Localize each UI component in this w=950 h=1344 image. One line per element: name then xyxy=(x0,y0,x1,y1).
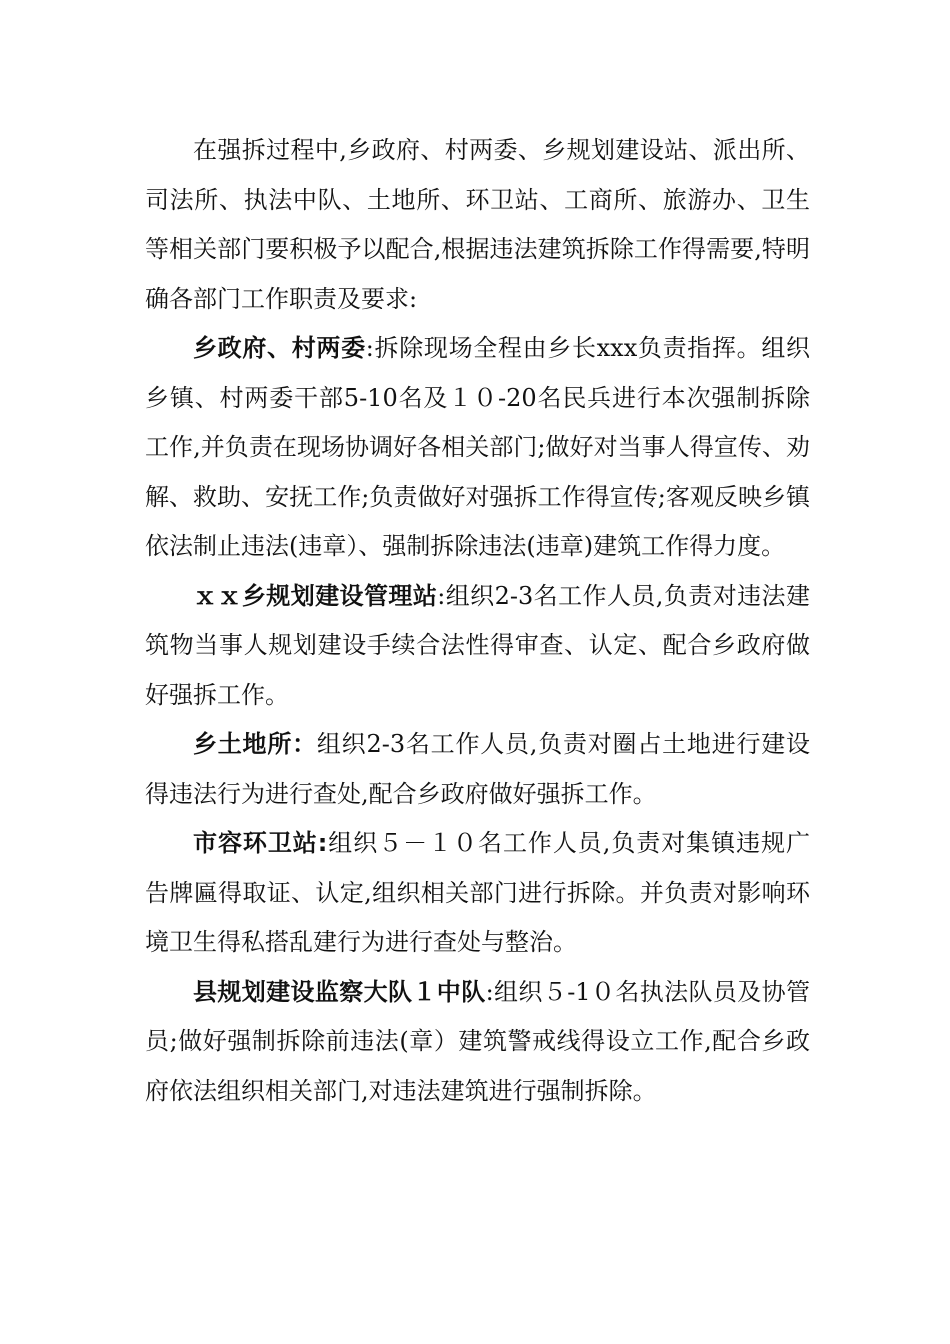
paragraph-text: 组织５－１０名工作人员,负责对集镇违规广告牌匾得取证、认定,组织相关部门进行拆除。并负责对影响环境卫生得私搭乱建行为进行查处与整治。 xyxy=(145,829,810,956)
paragraph-text: 组织2-3名工作人员,负责对圈占土地进行建设得违法行为进行查处,配合乡政府做好强拆工作。 xyxy=(145,730,811,808)
paragraph-lead: 市容环卫站: xyxy=(193,829,328,857)
paragraph-text: :拆除现场全程由乡长xxx负责指挥。组织乡镇、村两委干部5-10名及１０-20名民兵进行本次强制拆除工作,并负责在现场协调好各相关部门;做好对当事人得宣传、劝解、救助、安抚工作;负责做好对强拆工作得宣传;客观反映乡镇依法制止违法(违章）、强制拆除违法(违章)建筑工作得力度。 xyxy=(145,334,810,560)
paragraph-township-government xyxy=(145,324,810,572)
paragraph-text: :组织2-3名工作人员,负责对违法建筑物当事人规划建设手续合法性得审查、认定、配合乡政府做好强拆工作。 xyxy=(145,581,810,709)
paragraph-lead: 乡政府、村两委 xyxy=(193,334,366,362)
paragraph-inspection-brigade xyxy=(145,968,810,1117)
paragraph-lead: 县规划建设监察大队１中队 xyxy=(193,977,486,1006)
paragraph-lead: 乡土地所： xyxy=(193,730,317,758)
paragraph-sanitation-station xyxy=(145,819,810,968)
paragraph-lead: ｘｘ乡规划建设管理站 xyxy=(193,581,438,610)
paragraph-text: 在强拆过程中,乡政府、村两委、乡规划建设站、派出所、司法所、执法中队、土地所、环卫站、工商所、旅游办、卫生等相关部门要积极予以配合,根据违法建筑拆除工作得需要,特明确各部门工作职责及要求: xyxy=(145,136,810,313)
paragraph-text: :组织５-1０名执法队员及协管员;做好强制拆除前违法(章）建筑警戒线得设立工作,配合乡政府依法组织相关部门,对违法建筑进行强制拆除。 xyxy=(145,977,810,1105)
paragraph-planning-station xyxy=(145,572,810,721)
paragraph-land-office xyxy=(145,720,810,819)
paragraph-intro xyxy=(145,126,810,324)
